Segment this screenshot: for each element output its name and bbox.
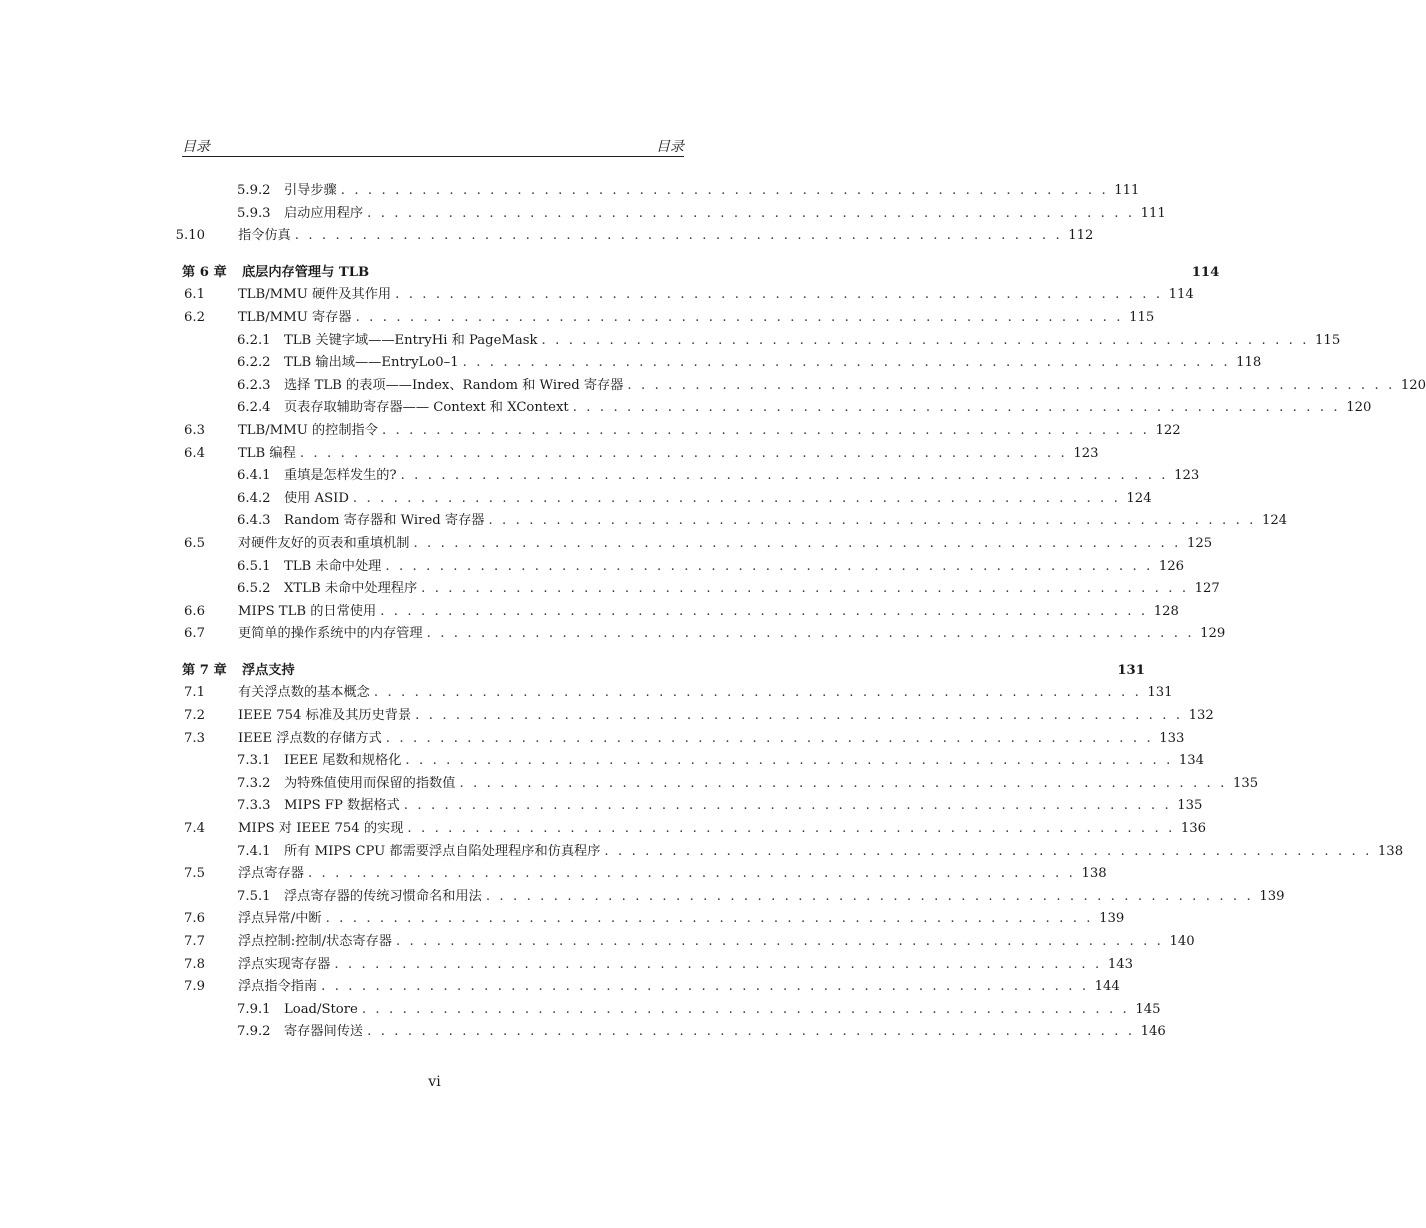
toc-page-number: 111: [1140, 205, 1166, 221]
toc-page-number: 131: [1117, 662, 1145, 678]
leader-dots: . . . . . . . . . . . . . . . . . . . . . . . . . . . . . . . . . . . . . . . . . . . . . . . . . . . . . . . . .: [367, 1024, 1135, 1040]
leader-dots: . . . . . . . . . . . . . . . . . . . . . . . . . . . . . . . . . . . . . . . . . . . . . . . . . . . . . . . . .: [405, 753, 1173, 769]
leader-dots: . . . . . . . . . . . . . . . . . . . . . . . . . . . . . . . . . . . . . . . . . . . . . . . . . . . . . . . . .: [355, 309, 1124, 325]
toc-subsection[interactable]: [182, 750, 1205, 773]
toc-title: TLB/MMU 的控制指令: [238, 422, 378, 438]
toc-number: 7.9: [184, 979, 205, 995]
toc-page-number: 124: [1261, 513, 1288, 529]
toc-subsection[interactable]: [182, 795, 1203, 818]
toc-title: MIPS FP 数据格式: [284, 798, 400, 814]
toc-number: 6.2.1: [237, 332, 271, 348]
leader-dots: . . . . . . . . . . . . . . . . . . . . . . . . . . . . . . . . . . . . . . . . . . . . . . . . . . . . . . . . .: [367, 205, 1135, 221]
toc-number: 6.2.2: [237, 355, 271, 371]
toc-title: 浮点寄存器: [238, 866, 304, 882]
toc-number: 7.2: [184, 708, 205, 724]
toc-entry-body: [238, 682, 1173, 705]
toc-number: 6.4.3: [237, 513, 271, 529]
toc-page-number: 145: [1135, 1001, 1161, 1017]
toc-title: 使用 ASID: [284, 490, 349, 506]
toc-title: TLB/MMU 硬件及其作用: [238, 287, 392, 303]
toc-page-number: 143: [1107, 956, 1133, 972]
toc-number: 6.4.2: [237, 490, 271, 506]
toc-entry-body: [238, 420, 1181, 443]
toc-section[interactable]: [182, 420, 1181, 443]
toc-page-number: 129: [1200, 626, 1226, 642]
toc-number: 7.6: [184, 911, 205, 927]
toc-number: 5.9.3: [237, 205, 271, 221]
toc-number: 6.2.4: [237, 400, 271, 416]
toc-entry-body: [242, 262, 1220, 285]
toc-number: 6.2.3: [237, 377, 271, 393]
toc-subsection[interactable]: [182, 510, 1288, 533]
toc-entry-body: [284, 510, 1288, 533]
toc-title: 页表存取辅助寄存器—— Context 和 XContext: [284, 400, 569, 416]
toc-title: 有关浮点数的基本概念: [238, 685, 370, 701]
leader-dots: . . . . . . . . . . . . . . . . . . . . . . . . . . . . . . . . . . . . . . . . . . . . . . . . . . . . . . . . .: [294, 228, 1063, 244]
toc-number: 6.5: [184, 535, 205, 551]
toc-entry-body: [238, 601, 1179, 624]
toc-page-number: 136: [1180, 821, 1207, 837]
toc-entry-body: [284, 773, 1259, 796]
toc-number: 7.3: [184, 730, 205, 746]
leader-dots: . . . . . . . . . . . . . . . . . . . . . . . . . . . . . . . . . . . . . . . . . . . . . . . . . . . . . . . . .: [307, 866, 1076, 882]
toc-title: 所有 MIPS CPU 都需要浮点自陷处理程序和仿真程序: [284, 843, 601, 859]
toc-number: 7.3.1: [237, 753, 271, 769]
toc-number: 6.5.2: [237, 581, 271, 597]
toc-number: 6.3: [184, 422, 205, 438]
toc-title: 对硬件友好的页表和重填机制: [238, 535, 410, 551]
page-number: vi: [428, 1074, 441, 1090]
toc-page-number: 115: [1129, 309, 1155, 325]
toc-section[interactable]: [182, 601, 1179, 624]
toc-title: 启动应用程序: [284, 205, 364, 221]
toc-number: 6.4.1: [237, 468, 271, 484]
toc-number: 6.4: [184, 445, 205, 461]
table-of-contents: [175, 180, 1426, 1044]
toc-page-number: 114: [1191, 264, 1220, 280]
toc-section[interactable]: [182, 443, 1099, 466]
toc-page-number: 133: [1159, 730, 1185, 746]
toc-title: 更简单的操作系统中的内存管理: [238, 626, 423, 642]
toc-page-number: 126: [1158, 558, 1185, 574]
toc-title: 重填是怎样发生的?: [284, 468, 397, 484]
toc-entry-body: [284, 999, 1161, 1022]
toc-page-number: 131: [1147, 685, 1173, 701]
leader-dots: . . . . . . . . . . . . . . . . . . . . . . . . . . . . . . . . . . . . . . . . . . . . . . . . . . . . . . . . .: [421, 581, 1189, 597]
leader-dots: . . . . . . . . . . . . . . . . . . . . . . . . . . . . . . . . . . . . . . . . . . . . . . . . . . . . . . . . .: [334, 956, 1102, 972]
toc-entry-body: [238, 931, 1195, 954]
toc-number: 7.1: [184, 685, 205, 701]
toc-page-number: 132: [1188, 708, 1214, 724]
toc-page-number: 146: [1140, 1024, 1166, 1040]
toc-section[interactable]: [182, 818, 1207, 841]
toc-entry-body: [238, 863, 1107, 886]
toc-title: 浮点控制:控制/状态寄存器: [238, 934, 392, 949]
toc-section[interactable]: [182, 623, 1226, 646]
toc-subsection[interactable]: [182, 1021, 1166, 1044]
toc-page-number: 139: [1259, 888, 1285, 904]
toc-number: 7.4.1: [237, 843, 271, 859]
toc-section[interactable]: [182, 284, 1194, 307]
toc-title: 浮点异常/中断: [238, 911, 322, 927]
toc-title: 选择 TLB 的表项——Index、Random 和 Wired 寄存器: [284, 377, 624, 393]
toc-entry-body: [284, 750, 1205, 773]
toc-entry-body: [284, 352, 1262, 375]
toc-title: 浮点寄存器的传统习惯命名和用法: [284, 888, 482, 904]
toc-page-number: 120: [1346, 400, 1372, 416]
toc-title: XTLB 未命中处理程序: [284, 581, 418, 597]
leader-dots: . . . . . . . . . . . . . . . . . . . . . . . . . . . . . . . . . . . . . . . . . . . . . . . . . . . . . . . . .: [299, 445, 1068, 461]
toc-subsection[interactable]: [182, 203, 1166, 226]
toc-page-number: 122: [1155, 422, 1181, 438]
toc-page-number: 139: [1099, 911, 1125, 927]
toc-page-number: 123: [1174, 468, 1200, 484]
leader-dots: . . . . . . . . . . . . . . . . . . . . . . . . . . . . . . . . . . . . . . . . . . . . . . . . . . . . . . . . .: [385, 558, 1153, 574]
toc-subsection[interactable]: [182, 465, 1200, 488]
toc-title: 为特殊值使用而保留的指数值: [284, 775, 456, 791]
toc-page-number: 135: [1232, 775, 1259, 791]
toc-page-number: 138: [1377, 843, 1404, 859]
toc-entry-body: [238, 705, 1214, 728]
leader-dots: . . . . . . . . . . . . . . . . . . . . . . . . . . . . . . . . . . . . . . . . . . . . . . . . . . . . . . . . .: [361, 1001, 1130, 1017]
toc-title: 寄存器间传送: [284, 1024, 364, 1040]
leader-dots: . . . . . . . . . . . . . . . . . . . . . . . . . . . . . . . . . . . . . . . . . . . . . . . . . . . . . . . . .: [462, 355, 1231, 371]
toc-entry-body: [238, 818, 1207, 841]
toc-title: IEEE 浮点数的存储方式: [238, 730, 382, 746]
leader-dots: . . . . . . . . . . . . . . . . . . . . . . . . . . . . . . . . . . . . . . . . . . . . . . . . . . . . . . . . .: [395, 287, 1163, 303]
toc-title: 引导步骤: [284, 183, 337, 198]
leader-dots: . . . . . . . . . . . . . . . . . . . . . . . . . . . . . . . . . . . . . . . . . . . . . . . . . . . . . . . . .: [395, 934, 1164, 949]
toc-entry-body: [284, 1021, 1166, 1044]
leader-dots: . . . . . . . . . . . . . . . . . . . . . . . . . . . . . . . . . . . . . . . . . . . . . . . . . . . . . . . . .: [426, 626, 1195, 642]
toc-number: 7.7: [184, 934, 205, 949]
toc-section[interactable]: [182, 728, 1185, 751]
leader-dots: . . . . . . . . . . . . . . . . . . . . . . . . . . . . . . . . . . . . . . . . . . . . . . . . . . . . . . . . .: [400, 468, 1169, 484]
toc-number: 7.9.1: [237, 1001, 271, 1017]
toc-subsection[interactable]: [182, 773, 1259, 796]
leader-dots: . . . . . . . . . . . . . . . . . . . . . . . . . . . . . . . . . . . . . . . . . . . . . . . . . . . . . . . . .: [572, 400, 1341, 416]
toc-entry-body: [284, 795, 1203, 818]
leader-dots: . . . . . . . . . . . . . . . . . . . . . . . . . . . . . . . . . . . . . . . . . . . . . . . . . . . . . . . . .: [604, 843, 1372, 859]
toc-section[interactable]: [182, 533, 1213, 556]
toc-chapter[interactable]: [182, 660, 1145, 683]
toc-subsection[interactable]: [182, 556, 1185, 579]
toc-entry-body: [238, 307, 1155, 330]
toc-entry-body: [284, 488, 1152, 511]
toc-page-number: 115: [1315, 332, 1341, 348]
toc-section[interactable]: [182, 705, 1214, 728]
toc-title: 底层内存管理与 TLB: [242, 264, 370, 280]
toc-page-number: 127: [1194, 581, 1220, 597]
toc-page-number: 114: [1168, 287, 1194, 303]
toc-section[interactable]: [182, 931, 1195, 954]
toc-number: 7.8: [184, 956, 205, 972]
leader-dots: . . . . . . . . . . . . . . . . . . . . . . . . . . . . . . . . . . . . . . . . . . . . . . . . . . . . . . . . .: [403, 798, 1172, 814]
toc-entry-body: [238, 728, 1185, 751]
toc-title: 浮点实现寄存器: [238, 956, 331, 972]
toc-entry-body: [284, 330, 1341, 353]
toc-title: 浮点指令指南: [238, 979, 318, 995]
toc-page-number: 112: [1068, 228, 1094, 244]
toc-entry-body: [284, 203, 1166, 226]
toc-entry-body: [238, 908, 1125, 931]
toc-title: TLB 未命中处理: [284, 558, 382, 574]
toc-number: 7.3.3: [237, 798, 271, 814]
toc-section[interactable]: [182, 954, 1133, 977]
toc-page-number: 128: [1153, 603, 1179, 619]
leader-dots: . . . . . . . . . . . . . . . . . . . . . . . . . . . . . . . . . . . . . . . . . . . . . . . . . . . . . . . . .: [415, 708, 1183, 724]
leader-dots: . . . . . . . . . . . . . . . . . . . . . . . . . . . . . . . . . . . . . . . . . . . . . . . . . . . . . . . . .: [325, 911, 1094, 927]
toc-number: 7.9.2: [237, 1024, 271, 1040]
toc-entry-body: [238, 225, 1094, 248]
toc-page-number: 118: [1236, 355, 1262, 371]
toc-entry-body: [284, 180, 1140, 203]
toc-title: 指令仿真: [238, 228, 291, 244]
toc-title: IEEE 754 标准及其历史背景: [238, 708, 412, 724]
toc-subsection[interactable]: [182, 330, 1341, 353]
toc-section[interactable]: [182, 908, 1125, 931]
toc-subsection[interactable]: [182, 180, 1140, 203]
leader-dots: . . . . . . . . . . . . . . . . . . . . . . . . . . . . . . . . . . . . . . . . . . . . . . . . . . . . . . . . .: [488, 513, 1256, 529]
toc-subsection[interactable]: [182, 397, 1372, 420]
toc-entry-body: [238, 954, 1133, 977]
toc-entry-body: [284, 886, 1285, 909]
toc-entry-body: [284, 841, 1404, 864]
leader-dots: . . . . . . . . . . . . . . . . . . . . . . . . . . . . . . . . . . . . . . . . . . . . . . . . . . . . . . . . .: [413, 535, 1181, 551]
leader-dots: . . . . . . . . . . . . . . . . . . . . . . . . . . . . . . . . . . . . . . . . . . . . . . . . . . . . . . . . .: [541, 332, 1310, 348]
toc-section[interactable]: [182, 682, 1173, 705]
toc-page-number: 120: [1400, 377, 1426, 393]
toc-page-number: 135: [1177, 798, 1203, 814]
toc-page-number: 140: [1169, 934, 1195, 949]
toc-title: IEEE 尾数和规格化: [284, 753, 402, 769]
toc-page-number: 144: [1094, 979, 1120, 995]
toc-entry-body: [284, 397, 1372, 420]
toc-entry-body: [284, 375, 1426, 398]
toc-subsection[interactable]: [182, 375, 1426, 398]
header-right: 目录: [656, 139, 684, 155]
toc-number: 6.6: [184, 603, 205, 619]
toc-section[interactable]: [182, 976, 1120, 999]
toc-title: Random 寄存器和 Wired 寄存器: [284, 513, 485, 529]
toc-title: TLB 关键字域——EntryHi 和 PageMask: [284, 332, 538, 348]
toc-entry-body: [238, 443, 1099, 466]
leader-dots: . . . . . . . . . . . . . . . . . . . . . . . . . . . . . . . . . . . . . . . . . . . . . . . . . . . . . . . . .: [385, 730, 1154, 746]
header-left: 目录: [182, 139, 210, 155]
leader-dots: . . . . . . . . . . . . . . . . . . . . . . . . . . . . . . . . . . . . . . . . . . . . . . . . . . . . . . . . .: [340, 183, 1109, 198]
toc-title: TLB 编程: [238, 445, 296, 461]
toc-title: Load/Store: [284, 1001, 358, 1017]
leader-dots: . . . . . . . . . . . . . . . . . . . . . . . . . . . . . . . . . . . . . . . . . . . . . . . . . . . . . . . . .: [373, 685, 1142, 701]
leader-dots: . . . . . . . . . . . . . . . . . . . . . . . . . . . . . . . . . . . . . . . . . . . . . . . . . . . . . . . . .: [485, 888, 1254, 904]
toc-number: 7.4: [184, 821, 205, 837]
toc-number: 第 6 章: [182, 264, 227, 280]
toc-entry-body: [284, 578, 1220, 601]
toc-subsection[interactable]: [182, 578, 1220, 601]
toc-title: TLB 输出域——EntryLo0–1: [284, 355, 459, 371]
toc-entry-body: [238, 284, 1194, 307]
toc-subsection[interactable]: [182, 999, 1161, 1022]
toc-page-number: 124: [1126, 490, 1152, 506]
toc-number: 5.10: [175, 228, 205, 244]
toc-number: 6.2: [184, 309, 205, 325]
toc-subsection[interactable]: [182, 488, 1152, 511]
leader-dots: . . . . . . . . . . . . . . . . . . . . . . . . . . . . . . . . . . . . . . . . . . . . . . . . . . . . . . . . .: [459, 775, 1227, 791]
toc-title: MIPS TLB 的日常使用: [238, 603, 377, 619]
toc-page-number: 134: [1178, 753, 1205, 769]
toc-title: MIPS 对 IEEE 754 的实现: [238, 821, 404, 837]
toc-entry-body: [242, 660, 1145, 683]
toc-page-number: 123: [1073, 445, 1099, 461]
toc-entry-body: [284, 465, 1200, 488]
toc-number: 7.5: [184, 866, 205, 882]
toc-number: 第 7 章: [182, 662, 227, 678]
toc-page-number: 111: [1114, 183, 1140, 198]
toc-subsection[interactable]: [182, 841, 1404, 864]
toc-page-number: 138: [1081, 866, 1107, 882]
toc-number: 7.5.1: [237, 888, 271, 904]
toc-section[interactable]: [182, 863, 1107, 886]
leader-dots: . . . . . . . . . . . . . . . . . . . . . . . . . . . . . . . . . . . . . . . . . . . . . . . . . . . . . . . . .: [321, 979, 1089, 995]
toc-entry-body: [284, 556, 1185, 579]
toc-entry-body: [238, 533, 1213, 556]
toc-subsection[interactable]: [182, 352, 1262, 375]
toc-section[interactable]: [182, 307, 1155, 330]
toc-number: 6.5.1: [237, 558, 271, 574]
leader-dots: . . . . . . . . . . . . . . . . . . . . . . . . . . . . . . . . . . . . . . . . . . . . . . . . . . . . . . . . .: [381, 422, 1150, 438]
toc-title: 浮点支持: [242, 662, 295, 678]
toc-subsection[interactable]: [182, 886, 1285, 909]
toc-number: 6.7: [184, 626, 205, 642]
toc-entry-body: [238, 976, 1120, 999]
running-header: [182, 136, 684, 157]
toc-page-number: 125: [1186, 535, 1213, 551]
toc-section[interactable]: [175, 225, 1094, 248]
leader-dots: . . . . . . . . . . . . . . . . . . . . . . . . . . . . . . . . . . . . . . . . . . . . . . . . . . . . . . . . .: [407, 821, 1175, 837]
leader-dots: . . . . . . . . . . . . . . . . . . . . . . . . . . . . . . . . . . . . . . . . . . . . . . . . . . . . . . . . .: [380, 603, 1148, 619]
toc-chapter[interactable]: [182, 262, 1220, 285]
toc-title: TLB/MMU 寄存器: [238, 309, 352, 325]
toc-entry-body: [238, 623, 1226, 646]
leader-dots: . . . . . . . . . . . . . . . . . . . . . . . . . . . . . . . . . . . . . . . . . . . . . . . . . . . . . . . . .: [627, 377, 1395, 393]
toc-number: 5.9.2: [237, 183, 271, 198]
leader-dots: . . . . . . . . . . . . . . . . . . . . . . . . . . . . . . . . . . . . . . . . . . . . . . . . . . . . . . . . .: [352, 490, 1121, 506]
toc-number: 7.3.2: [237, 775, 271, 791]
toc-number: 6.1: [184, 287, 205, 303]
